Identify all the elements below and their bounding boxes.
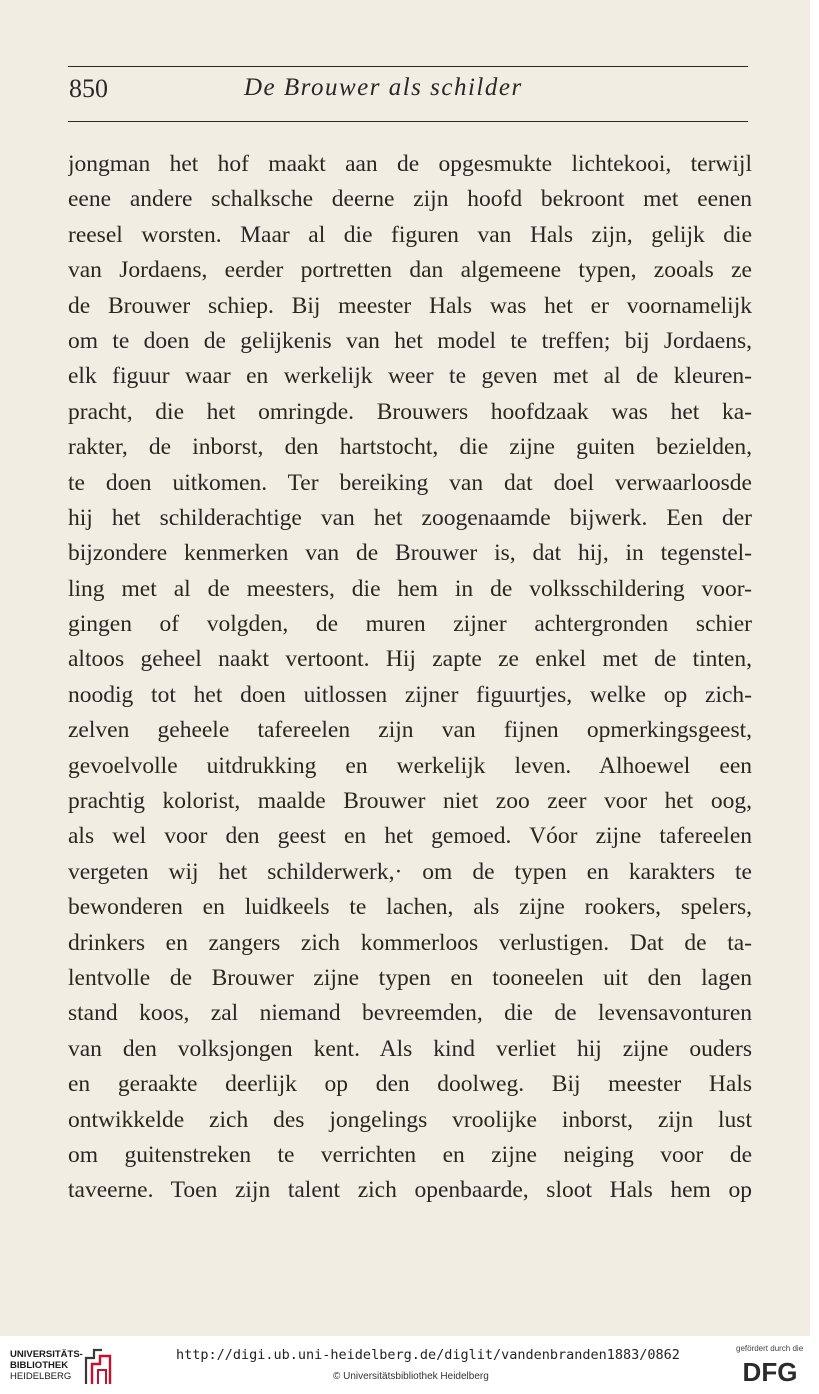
library-name-line-2: BIBLIOTHEK	[10, 1360, 69, 1371]
text-line: gevoelvolle uitdrukking en werkelijk leven. Alhoewel een	[68, 752, 752, 779]
text-line: elk figuur waar en werkelijk weer te geven met al de kleuren-	[68, 363, 752, 390]
dfg-logo-icon	[730, 1356, 810, 1386]
text-line: noodig tot het doen uitlossen zijner figuurtjes, welke op zich-	[68, 681, 752, 708]
text-line: om guitenstreken te verrichten en zijne neiging voor de	[68, 1141, 752, 1168]
text-line: om te doen de gelijkenis van het model te treffen; bij Jordaens,	[68, 327, 752, 354]
viewer-footer	[0, 1336, 819, 1394]
library-name-line-3: HEIDELBERG	[10, 1371, 72, 1382]
text-line: reesel worsten. Maar al die figuren van Hals zijn, gelijk die	[68, 221, 752, 248]
copyright-notice: © Universitätsbibliothek Heidelberg	[333, 1371, 489, 1382]
text-line: van den volksjongen kent. Als kind verliet hij zijne ouders	[68, 1035, 752, 1062]
library-logo-icon	[84, 1344, 114, 1386]
library-name-line-1: UNIVERSITÄTS-	[10, 1349, 83, 1360]
text-line: taveerne. Toen zijn talent zich openbaarde, sloot Hals hem op	[68, 1177, 752, 1204]
permalink-url[interactable]: http://digi.ub.uni-heidelberg.de/diglit/vandenbranden1883/0862	[176, 1347, 680, 1363]
library-name	[10, 1349, 83, 1382]
text-line: ling met al de meesters, die hem in de volksschildering voor-	[68, 575, 752, 602]
text-line: ontwikkelde zich des jongelings vroolijke inborst, zijn lust	[68, 1106, 752, 1133]
text-line: vergeten wij het schilderwerk,· om de typen en karakters te	[68, 858, 752, 885]
text-line: stand koos, zal niemand bevreemden, die de levensavonturen	[68, 1000, 752, 1027]
text-line: prachtig kolorist, maalde Brouwer niet zoo zeer voor het oog,	[68, 788, 752, 815]
text-line: jongman het hof maakt aan de opgesmukte lichtekooi, terwijl	[68, 151, 752, 177]
text-line: van Jordaens, eerder portretten dan algemeene typen, zooals ze	[68, 257, 752, 284]
text-line: pracht, die het omringde. Brouwers hoofdzaak was het ka-	[68, 398, 752, 425]
text-line: bewonderen en luidkeels te lachen, als zijne rookers, spelers,	[68, 894, 752, 921]
header-rule-bottom	[68, 121, 748, 122]
dfg-logo-text: DFG	[742, 1357, 798, 1386]
funded-by-label: gefördert durch die	[736, 1344, 804, 1353]
header-rule-top	[68, 66, 748, 67]
text-line: gingen of volgden, de muren zijner achtergronden schier	[68, 611, 752, 638]
text-line: bijzondere kenmerken van de Brouwer is, dat hij, in tegenstel-	[68, 540, 752, 567]
text-line: te doen uitkomen. Ter bereiking van dat doel verwaarloosde	[68, 469, 752, 496]
text-line: hij het schilderachtige van het zoogenaamde bijwerk. Een der	[68, 504, 752, 531]
page-number: 850	[69, 74, 108, 103]
text-line: eene andere schalksche deerne zijn hoofd bekroont met eenen	[68, 186, 752, 213]
body-text	[68, 147, 752, 1209]
text-line: rakter, de inborst, den hartstocht, die zijne guiten bezielden,	[68, 434, 752, 461]
running-title: De Brouwer als schilder	[244, 74, 523, 101]
text-line: de Brouwer schiep. Bij meester Hals was het er voornamelijk	[68, 292, 752, 319]
text-line: en geraakte deerlijk op den doolweg. Bij meester Hals	[68, 1071, 752, 1098]
text-line: drinkers en zangers zich kommerloos verlustigen. Dat de ta-	[68, 929, 752, 956]
text-line: als wel voor den geest en het gemoed. Vóor zijne tafereelen	[68, 823, 752, 850]
text-line: altoos geheel naakt vertoont. Hij zapte ze enkel met de tinten,	[68, 646, 752, 673]
text-line: lentvolle de Brouwer zijne typen en tooneelen uit den lagen	[68, 964, 752, 991]
text-line: zelven geheele tafereelen zijn van fijnen opmerkingsgeest,	[68, 717, 752, 744]
